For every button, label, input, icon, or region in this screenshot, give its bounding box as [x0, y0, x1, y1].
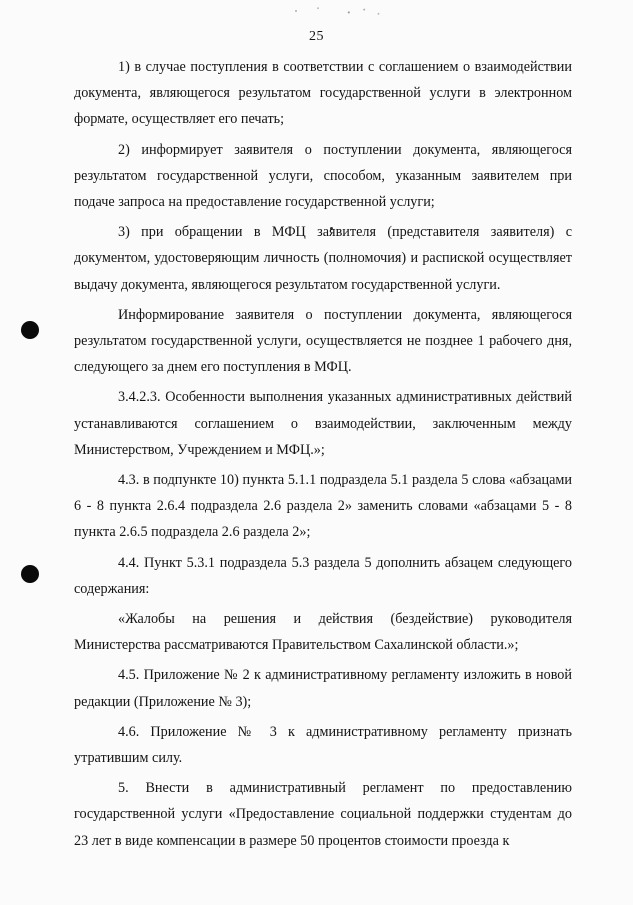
document-body — [74, 54, 572, 854]
punch-hole-upper — [21, 321, 39, 339]
paragraph-5: 5. Внести в административный регламент по предоставлению государственной услуги «Предоставление социальной поддержки студентам до 23 лет в виде компенсации в размере 50 процентов стоимости проезда к — [74, 780, 572, 849]
scan-noise — [285, 4, 395, 18]
paragraph-4-3: 4.3. в подпункте 10) пункта 5.1.1 подраздела 5.1 раздела 5 слова «абзацами 6 - 8 пункта 2.6.4 подраздела 2.6 раздела 2» заменить словами «абзацами 5 - 8 пункта 2.6.5 подраздела 2.6 раздела 2»; — [74, 472, 572, 541]
punch-hole-lower — [21, 565, 39, 583]
paragraph-item-2: 2) информирует заявителя о поступлении документа, являющегося результатом государственной услуги, способом, указанным заявителем при подаче запроса на предоставление государственной услуги; — [74, 141, 572, 211]
paragraph-item-1: 1) в случае поступления в соответствии с соглашением о взаимодействии документа, являющегося результатом государственной услуги в электронном формате, осуществляет его печать; — [74, 59, 572, 128]
paragraph-informing: Информирование заявителя о поступлении документа, являющегося результатом государственной услуги, осуществляется не позднее 1 рабочего дня, следующего за днем его поступления в МФЦ. — [74, 306, 572, 376]
page-number: 25 — [309, 29, 324, 44]
paragraph-item-3: 3) при обращении в МФЦ заявителя (представителя заявителя) с документом, удостоверяющим личность (полномочия) и распиской осуществляет выдачу документа, являющегося результатом государственной услуги. — [74, 224, 572, 293]
paragraph-4-4: 4.4. Пункт 5.3.1 подраздела 5.3 раздела 5 дополнить абзацем следующего содержания: — [74, 554, 572, 597]
paragraph-4-5: 4.5. Приложение № 2 к административному регламенту изложить в новой редакции (Приложение № 3); — [74, 667, 572, 710]
paragraph-4-6: 4.6. Приложение № 3 к административному регламенту признать утратившим силу. — [74, 723, 572, 767]
paragraph-complaints: «Жалобы на решения и действия (бездействие) руководителя Министерства рассматриваются Правительством Сахалинской области.»; — [74, 611, 572, 654]
paragraph-3-4-2-3: 3.4.2.3. Особенности выполнения указанных административных действий устанавливаются соглашением о взаимодействии, заключенным между Министерством, Учреждением и МФЦ.»; — [74, 389, 572, 458]
